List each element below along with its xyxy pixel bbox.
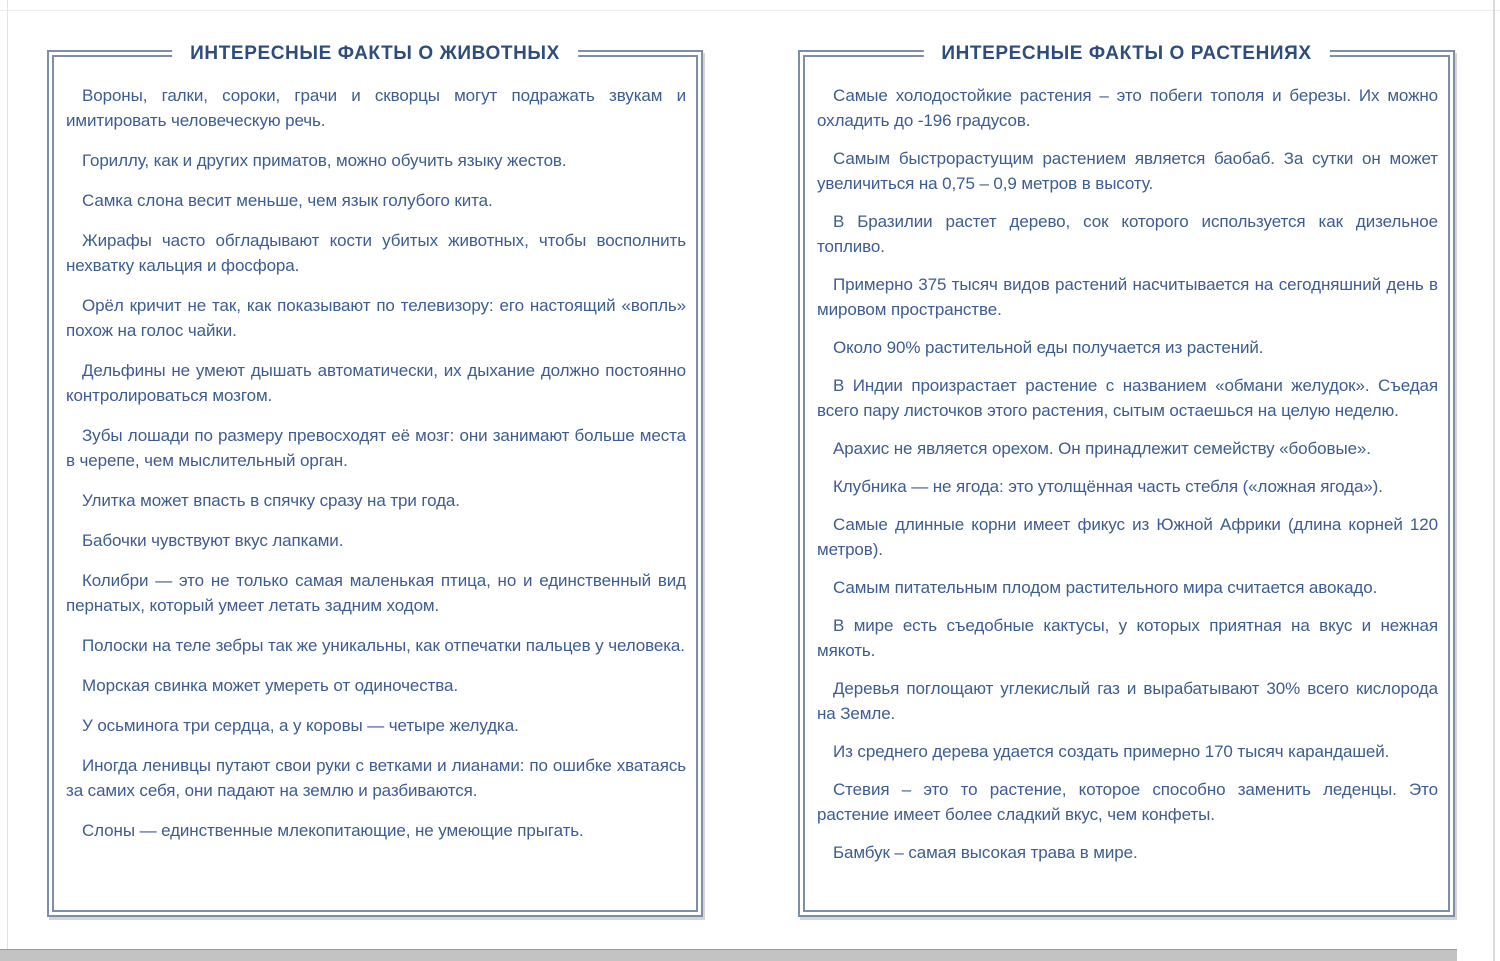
fact-paragraph: Из среднего дерева удается создать примерно 170 тысяч карандашей. bbox=[833, 742, 1390, 761]
page-left-edge bbox=[7, 0, 8, 961]
fact-paragraph: Самым питательным плодом растительного мира считается авокадо. bbox=[833, 578, 1378, 597]
fact-paragraph: Около 90% растительной еды получается из растений. bbox=[833, 338, 1264, 357]
fact-paragraph: В Бразилии растет дерево, сок которого используется как дизельное топливо. bbox=[817, 212, 1438, 256]
fact-paragraph: В Индии произрастает растение с названием «обмани желудок». Съедая всего пару листочков этого растения, сытым остаешься на целую неделю. bbox=[817, 376, 1438, 420]
fact-paragraph: Самым быстрорастущим растением является баобаб. За сутки он может увеличиться на 0,75 – 0,9 метров в высоту. bbox=[817, 149, 1438, 193]
fact-paragraph: Жирафы часто обгладывают кости убитых животных, чтобы восполнить нехватку кальция и фосфора. bbox=[66, 231, 686, 275]
fact-paragraph: Бамбук – самая высокая трава в мире. bbox=[833, 843, 1138, 862]
plant-facts-panel bbox=[798, 43, 1455, 917]
fact-paragraph: Зубы лошади по размеру превосходят её мозг: они занимают больше места в черепе, чем мыслительный орган. bbox=[66, 426, 686, 470]
fact-paragraph: Дельфины не умеют дышать автоматически, их дыхание должно постоянно контролироваться мозгом. bbox=[66, 361, 686, 405]
fact-paragraph: Бабочки чувствуют вкус лапками. bbox=[82, 531, 344, 550]
fact-paragraph: Иногда ленивцы путают свои руки с ветками и лианами: по ошибке хватаясь за самих себя, они падают на землю и разбиваются. bbox=[66, 756, 686, 800]
animal-facts-list bbox=[54, 57, 696, 843]
fact-paragraph: Арахис не является орехом. Он принадлежит семейству «бобовые». bbox=[833, 439, 1371, 458]
fact-paragraph: Стевия – это то растение, которое способно заменить леденцы. Это растение имеет более сладкий вкус, чем конфеты. bbox=[817, 780, 1438, 824]
fact-paragraph: Примерно 375 тысяч видов растений насчитывается на сегодняшний день в мировом пространстве. bbox=[817, 275, 1438, 319]
plant-facts-title: ИНТЕРЕСНЫЕ ФАКТЫ О РАСТЕНИЯХ bbox=[923, 42, 1329, 66]
animal-facts-title: ИНТЕРЕСНЫЕ ФАКТЫ О ЖИВОТНЫХ bbox=[172, 42, 578, 66]
fact-paragraph: Самые длинные корни имеет фикус из Южной Африки (длина корней 120 метров). bbox=[817, 515, 1438, 559]
fact-paragraph: Полоски на теле зебры так же уникальны, как отпечатки пальцев у человека. bbox=[82, 636, 685, 655]
plant-facts-list bbox=[805, 57, 1448, 865]
fact-paragraph: Слоны — единственные млекопитающие, не умеющие прыгать. bbox=[82, 821, 584, 840]
fact-paragraph: Гориллу, как и других приматов, можно обучить языку жестов. bbox=[82, 151, 567, 170]
fact-paragraph: Орёл кричит не так, как показывают по телевизору: его настоящий «вопль» похож на голос чайки. bbox=[66, 296, 686, 340]
animal-facts-panel bbox=[47, 43, 703, 917]
fact-paragraph: Деревья поглощают углекислый газ и вырабатывают 30% всего кислорода на Земле. bbox=[817, 679, 1438, 723]
fact-paragraph: Клубника — не ягода: это утолщённая часть стебля («ложная ягода»). bbox=[833, 477, 1383, 496]
fact-paragraph: Морская свинка может умереть от одиночества. bbox=[82, 676, 459, 695]
page-bottom-edge bbox=[0, 949, 1457, 961]
fact-paragraph: Улитка может впасть в спячку сразу на три года. bbox=[82, 491, 460, 510]
fact-paragraph: В мире есть съедобные кактусы, у которых приятная на вкус и нежная мякоть. bbox=[817, 616, 1438, 660]
fact-paragraph: Самка слона весит меньше, чем язык голубого кита. bbox=[82, 191, 493, 210]
fact-paragraph: Самые холодостойкие растения – это побеги тополя и березы. Их можно охладить до -196 градусов. bbox=[817, 86, 1438, 130]
fact-paragraph: Вороны, галки, сороки, грачи и скворцы могут подражать звукам и имитировать человеческую речь. bbox=[66, 86, 686, 130]
page-top-edge bbox=[0, 10, 1500, 11]
page-right-edge bbox=[1493, 0, 1495, 961]
fact-paragraph: У осьминога три сердца, а у коровы — четыре желудка. bbox=[82, 716, 519, 735]
fact-paragraph: Колибри — это не только самая маленькая птица, но и единственный вид пернатых, который умеет летать задним ходом. bbox=[66, 571, 686, 615]
